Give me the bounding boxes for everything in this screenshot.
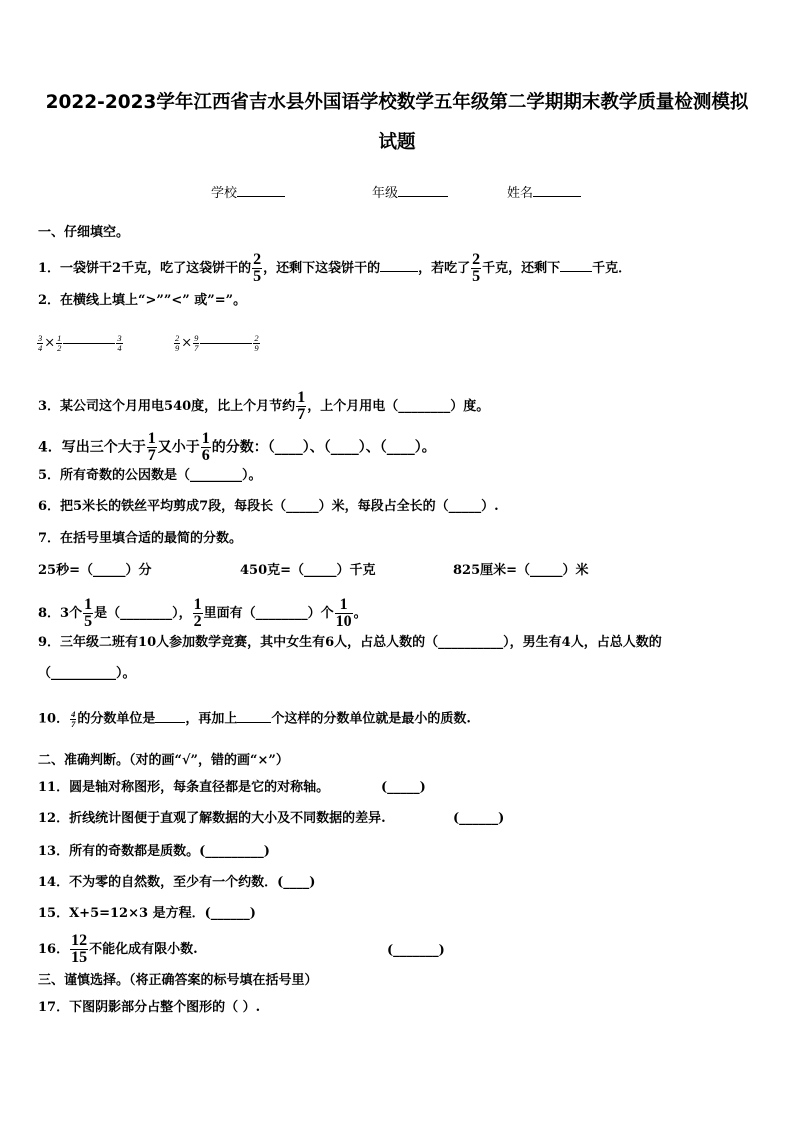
answer-blank[interactable] (560, 271, 592, 272)
times-sign: × (44, 335, 56, 351)
question-7-item-3: 825厘米=（_____）米 (453, 563, 589, 578)
question-number: 14． (38, 875, 70, 890)
question-7 (38, 531, 242, 547)
question-15 (38, 906, 256, 922)
fraction: $\frac{2}{5}$ (472, 251, 481, 285)
grade-label: 年级 (372, 186, 399, 201)
question-number: 9． (38, 635, 61, 650)
fraction: $\frac{3}{4}$ (38, 333, 43, 353)
answer-paren[interactable]: (_______) (387, 943, 445, 958)
question-text: 下图阴影部分占整个图形的（ ）. (69, 1000, 261, 1015)
question-text: 把5米长的铁丝平均剪成7段，每段长（_____）米，每段占全长的（_____）. (60, 499, 499, 514)
question-10 (38, 710, 471, 728)
compare-expression-2 (173, 334, 261, 352)
question-text: 折线统计图便于直观了解数据的大小及不同数据的差异. (69, 811, 386, 826)
question-number: 5． (38, 468, 61, 483)
answer-blank[interactable] (155, 722, 185, 723)
question-number: 4． (38, 439, 62, 456)
school-field[interactable] (211, 182, 285, 201)
question-6 (38, 499, 499, 515)
answer-blank[interactable] (237, 722, 271, 723)
question-number: 3． (38, 399, 61, 414)
question-7-item-2: 450克=（_____）千克 (240, 563, 376, 578)
question-text: 里面有（________）个 (203, 606, 334, 621)
question-text: 的分数单位是 (77, 711, 156, 727)
question-text: 所有奇数的公因数是（________）。 (60, 468, 262, 483)
question-text: 的分数：（____）、（____）、（____）。 (211, 439, 436, 456)
question-2 (38, 293, 246, 309)
question-text: 不为零的自然数，至少有一个约数．(____) (69, 875, 316, 890)
fraction: $\frac{1}{7}$ (147, 430, 156, 464)
question-3 (38, 390, 489, 423)
fraction: $\frac{9}{7}$ (194, 333, 199, 353)
page-title: 2022-2023学年江西省吉水县外国语学校数学五年级第二学期期末教学质量检测模拟 (45, 92, 749, 113)
fraction: $\frac{1}{7}$ (297, 389, 306, 423)
question-text: 在横线上填上“>””<” 或”=”。 (60, 293, 247, 308)
question-text: 3个 (60, 606, 83, 621)
question-13 (38, 844, 270, 860)
section-heading-fill-in: 一、仔细填空。 (38, 225, 130, 240)
fraction: $\frac{2}{9}$ (254, 333, 259, 353)
times-sign: × (181, 335, 193, 351)
question-text: 在括号里填合适的最简的分数。 (60, 531, 243, 546)
section-heading-choice: 三、谨慎选择。（将正确答案的标号填在括号里） (38, 973, 318, 988)
fraction: $\frac{1}{5}$ (84, 596, 93, 630)
question-text: ，若吃了 (418, 261, 471, 276)
fraction: $\frac{2}{9}$ (175, 333, 180, 353)
question-text: ，再加上 (185, 711, 238, 727)
name-label: 姓名 (507, 186, 534, 201)
fraction: $\frac{1}{2}$ (193, 596, 202, 630)
school-blank[interactable] (237, 196, 285, 197)
fraction: $\frac{3}{4}$ (117, 333, 122, 353)
question-8 (38, 597, 367, 630)
question-text: 个这样的分数单位就是最小的质数. (271, 711, 471, 727)
page-title-line2: 试题 (378, 132, 416, 153)
question-text: 千克． (592, 261, 632, 276)
question-number: 11． (38, 780, 70, 795)
question-text: 某公司这个月用电540度，比上个月节约 (60, 399, 296, 414)
fraction: $\frac{4}{7}$ (71, 709, 76, 729)
question-number: 17． (38, 1000, 70, 1015)
compare-blank[interactable] (200, 343, 252, 344)
fraction: $\frac{2}{5}$ (253, 251, 262, 285)
fraction: $\frac{1}{10}$ (335, 596, 352, 630)
school-label: 学校 (211, 186, 238, 201)
name-blank[interactable] (533, 196, 581, 197)
name-field[interactable] (507, 182, 581, 201)
question-number: 10． (38, 711, 70, 727)
question-number: 12． (38, 811, 70, 826)
fraction: $\frac{1}{2}$ (57, 333, 62, 353)
fraction: $\frac{1}{6}$ (201, 430, 210, 464)
question-text: ，还剩下这袋饼干的 (263, 261, 381, 276)
question-7-item-1: 25秒=（_____）分 (38, 563, 152, 578)
fraction: $\frac{12}{15}$ (71, 932, 88, 966)
question-text: 写出三个大于 (61, 439, 146, 456)
question-number: 15． (38, 906, 70, 921)
question-number: 16． (38, 942, 70, 957)
question-text: 是（________）， (94, 606, 192, 621)
question-9 (38, 635, 662, 651)
compare-expression-1 (36, 334, 124, 352)
question-1 (38, 252, 631, 285)
answer-paren[interactable]: (_____) (381, 780, 426, 795)
question-text: 。 (353, 606, 367, 621)
question-text: 所有的奇数都是质数。(_________) (69, 844, 270, 859)
question-number: 6． (38, 499, 61, 514)
question-number: 8． (38, 606, 61, 621)
question-14 (38, 875, 315, 891)
section-heading-judge: 二、准确判断。（对的画“√”，错的画“×”） (38, 753, 289, 768)
question-text: 又小于 (157, 439, 200, 456)
question-17 (38, 1000, 260, 1016)
compare-blank[interactable] (63, 343, 115, 344)
question-9-line2: （__________）。 (38, 666, 136, 681)
question-5 (38, 468, 262, 484)
grade-blank[interactable] (398, 196, 448, 197)
answer-paren[interactable]: (______) (453, 811, 505, 826)
answer-blank[interactable] (380, 271, 418, 272)
question-text: 不能化成有限小数. (89, 942, 198, 957)
question-number: 13． (38, 844, 70, 859)
question-number: 2． (38, 293, 61, 308)
question-text: 一袋饼干2千克，吃了这袋饼干的 (60, 261, 252, 276)
question-4 (38, 431, 436, 464)
grade-field[interactable] (372, 182, 448, 201)
question-number: 7． (38, 531, 61, 546)
question-16 (38, 933, 198, 966)
question-text: 千克，还剩下 (482, 261, 561, 276)
question-11 (38, 780, 329, 796)
question-number: 1． (38, 261, 61, 276)
question-text: ，上个月用电（________）度。 (307, 399, 490, 414)
question-12 (38, 811, 386, 827)
question-text: 三年级二班有10人参加数学竞赛，其中女生有6人，占总人数的（__________），男生有4人，占总人数的 (60, 635, 662, 650)
question-text: X+5=12×3 是方程．(______) (69, 906, 256, 921)
question-text: 圆是轴对称图形，每条直径都是它的对称轴。 (69, 780, 330, 795)
